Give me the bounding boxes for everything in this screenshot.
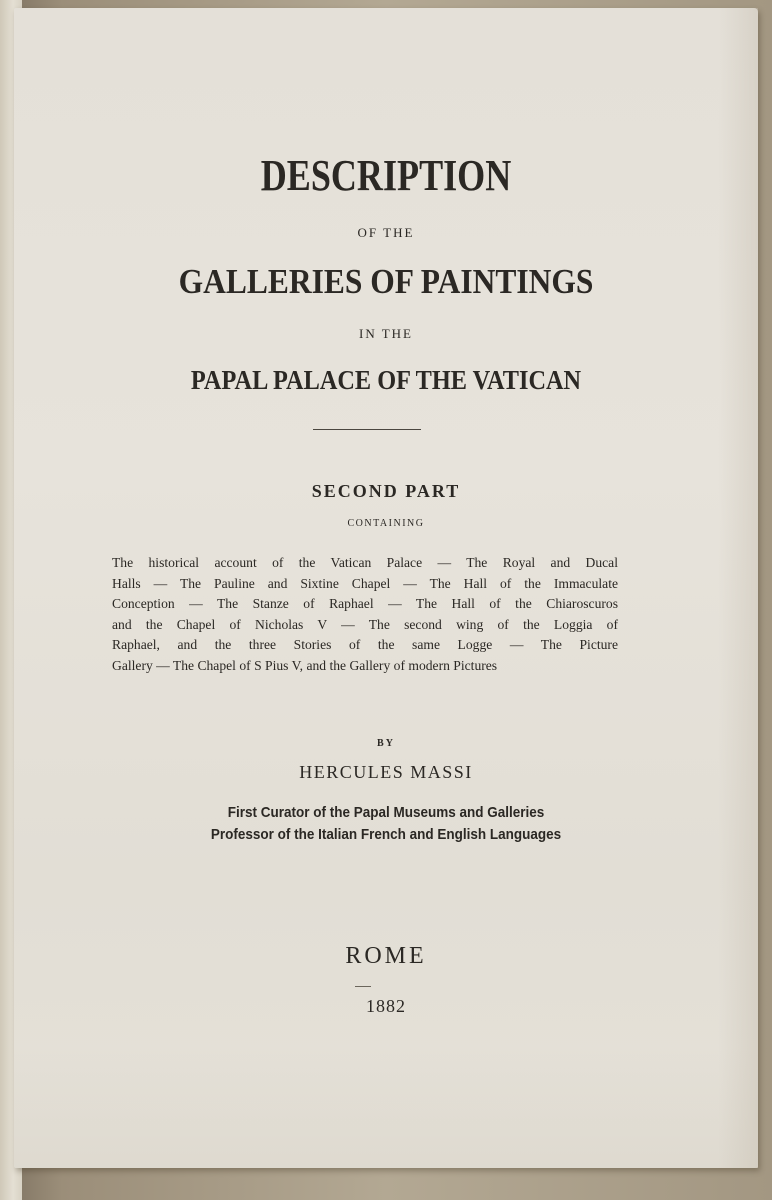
contents-line: Gallery — The Chapel of S Pius V, and the Gallery of modern Pictures — [112, 657, 498, 673]
imprint-year: 1882 — [366, 996, 406, 1016]
contents-line: The historical account of the Vatican Palace — The Royal and Ducal — [112, 555, 618, 570]
subtitle-galleries: GALLERIES OF PAINTINGS — [178, 262, 594, 301]
connector-of-the: OF THE — [357, 225, 415, 240]
author-role-curator: First Curator of the Papal Museums and Galleries — [227, 804, 545, 821]
author-role-professor: Professor of the Italian French and English Languages — [210, 826, 562, 843]
by-label: BY — [377, 738, 395, 749]
subtitle-place: PAPAL PALACE OF THE VATICAN — [190, 365, 582, 395]
containing-label: CONTAINING — [347, 518, 425, 529]
contents-line: Conception — The Stanze of Raphael — The Hall of the Chiaroscuros — [112, 596, 618, 611]
author-name: HERCULES MASSI — [299, 762, 473, 782]
contents-line: Halls — The Pauline and Sixtine Chapel — The Hall of the Immaculate — [112, 575, 618, 591]
imprint-divider — [355, 986, 371, 987]
contents-line: and the Chapel of Nicholas V — The second wing of the Loggia of — [112, 616, 618, 632]
title-divider — [313, 429, 421, 430]
imprint-city: ROME — [345, 943, 427, 969]
part-heading: SECOND PART — [311, 481, 461, 501]
connector-in-the: IN THE — [358, 326, 413, 341]
contents-line: Raphael, and the three Stories of the same Logge — The Picture — [112, 637, 618, 652]
contents-paragraph — [112, 553, 618, 676]
main-title: DESCRIPTION — [260, 151, 512, 200]
